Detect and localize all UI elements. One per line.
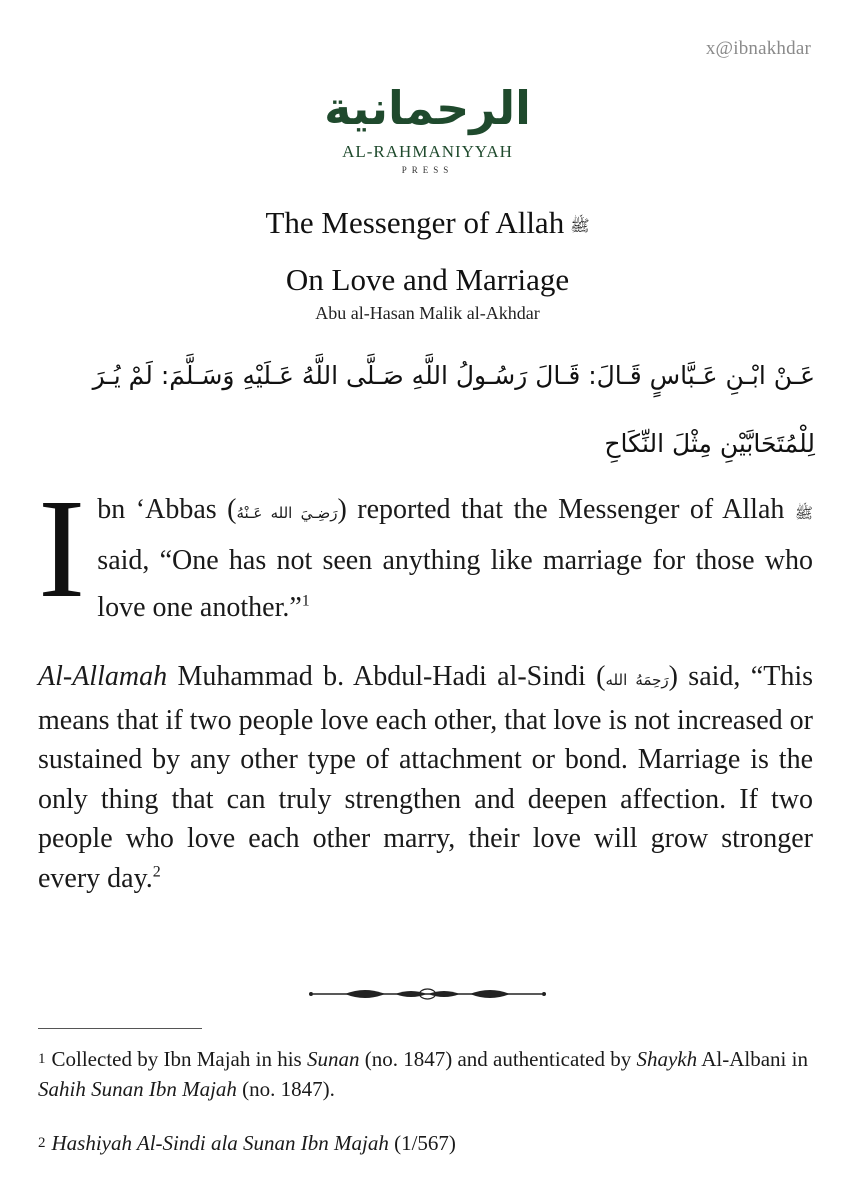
rahimahullah-glyph: رَحِمَهُ الله [605, 671, 669, 689]
commentary-title: Al-Allamah [38, 661, 168, 692]
footnote-2-number: 2 [38, 1135, 46, 1151]
salawat-glyph: ﷺ [794, 504, 813, 522]
title-line-1: The Messenger of Allah [265, 205, 565, 240]
author-name: Abu al-Hasan Malik al-Akhdar [315, 302, 540, 323]
fn1-text-a: Collected by Ibn Majah in his [51, 1047, 307, 1071]
social-handle: x@ibnakhdar [705, 38, 811, 59]
footnote-rule [38, 1028, 202, 1029]
radiyallah-glyph: رَضِـيَ الله عَـنْهُ [236, 504, 338, 522]
hadith-text-3: said, “One has not seen anything like marriage for those who love one another.” [97, 545, 813, 623]
drop-cap: I [38, 469, 86, 627]
commentary-paragraph [38, 657, 813, 898]
salawat-glyph: ﷺ [570, 215, 590, 235]
title-block [0, 196, 855, 324]
fn1-text-c: (no. 1847) and authenticated by [359, 1047, 637, 1071]
logo-calligraphy: الرحمانية [324, 81, 531, 135]
page-title [0, 196, 855, 307]
logo-subtitle: PRESS [401, 165, 454, 175]
hadith-text-2: ) reported that the Messenger of Allah [337, 494, 795, 525]
title-line-2: On Love and Marriage [285, 261, 570, 297]
footnote-ref-2[interactable]: 2 [152, 863, 161, 881]
fn1-text-b: Sunan [306, 1047, 360, 1071]
fn1-text-e: Al-Albani in [697, 1047, 808, 1071]
fn1-text-f: Sahih Sunan Ibn Majah [38, 1077, 237, 1101]
arabic-hadith-text: عَـنْ ابْـنِ عَـبَّاسٍ قَـالَ: قَـالَ رَسُـولُ اللَّهِ صَـلَّى اللَّهُ عَـلَيْهِ وَسَـلَّمَ: لَمْ يُـرَ لِلْمُتَحَابَّيْنِ مِثْلَ النِّكَاحِ [92, 361, 815, 458]
hadith-translation [38, 469, 813, 631]
fn2-text-b: (1/567) [388, 1131, 456, 1155]
commentary-text-2: ) said, “This means that if two people love each other, that love is not increased or sustained by any other type of attachment or bond. Marriage is the only thing that can truly strengthen and deepen affection. If two people who love each other marry, their love will grow stronger every day. [38, 661, 813, 894]
fn1-text-d: Shaykh [636, 1047, 698, 1071]
footnote-2 [38, 1128, 813, 1158]
fn2-text-a: Hashiyah Al-Sindi ala Sunan Ibn Majah [51, 1131, 389, 1155]
footnote-ref-1[interactable]: 1 [301, 592, 310, 610]
commentary-text-1: Muhammad b. Abdul-Hadi al-Sindi ( [167, 661, 606, 692]
fn1-text-g: (no. 1847). [236, 1077, 335, 1101]
publisher-logo [0, 78, 855, 175]
ornament-divider [305, 984, 550, 1004]
hadith-text-1: bn ‘Abbas ( [97, 494, 237, 525]
footnote-1 [38, 1044, 813, 1104]
footnote-1-number: 1 [38, 1051, 46, 1067]
logo-name: AL-RAHMANIYYAH [342, 142, 513, 161]
hadith-paragraph [38, 469, 813, 631]
